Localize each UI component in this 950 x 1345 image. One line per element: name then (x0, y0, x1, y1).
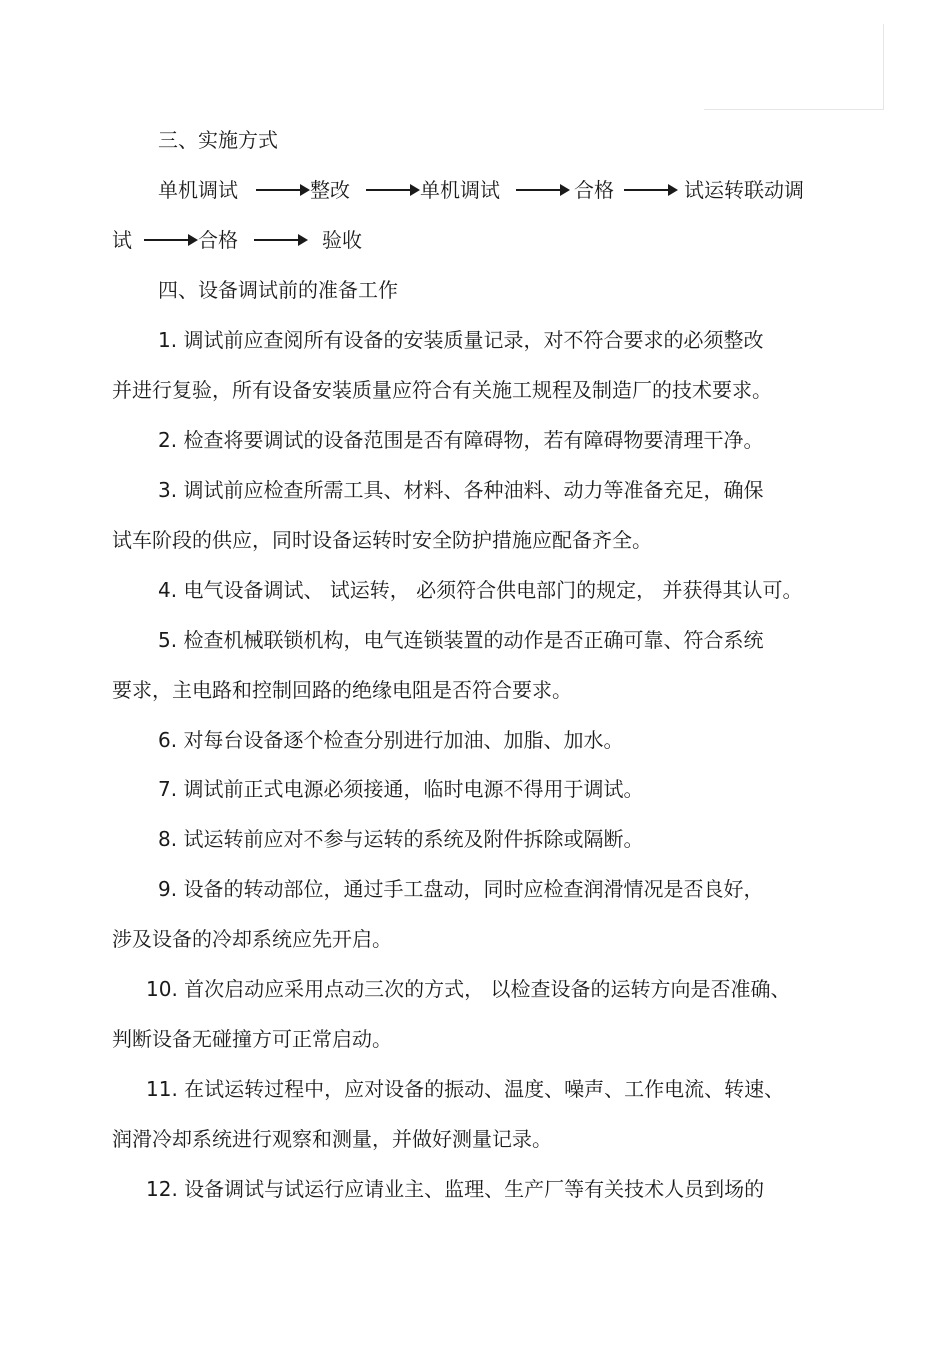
paragraph-line: 6. 对每台设备逐个检查分别进行加油、加脂、加水。 (158, 728, 624, 752)
paragraph-line: 并进行复验，所有设备安装质量应符合有关施工规程及制造厂的技术要求。 (112, 378, 772, 402)
paragraph-line: 9. 设备的转动部位，通过手工盘动，同时应检查润滑情况是否良好， (158, 877, 764, 901)
implementation-flow-row-1 (158, 175, 950, 205)
flow-step-unit-test: 单机调试 (158, 178, 238, 202)
flow-step-rectify: 整改 (310, 178, 350, 202)
arrow-right-icon (516, 189, 568, 191)
paragraph-line: 1. 调试前应查阅所有设备的安装质量记录，对不符合要求的必须整改 (158, 328, 764, 352)
page-corner-mark (704, 24, 884, 110)
implementation-flow-row-2 (112, 225, 950, 255)
paragraph-line: 7. 调试前正式电源必须接通，临时电源不得用于调试。 (158, 777, 644, 801)
paragraph-line: 5. 检查机械联锁机构，电气连锁装置的动作是否正确可靠、符合系统 (158, 628, 764, 652)
paragraph-line: 11. 在试运转过程中，应对设备的振动、温度、噪声、工作电流、转速、 (146, 1077, 785, 1101)
paragraph-line: 10. 首次启动应采用点动三次的方式， 以检查设备的运转方向是否准确、 (146, 977, 791, 1001)
flow-step-qualified: 合格 (574, 178, 614, 202)
paragraph-line: 试车阶段的供应，同时设备运转时安全防护措施应配备齐全。 (112, 528, 652, 552)
arrow-right-icon (254, 239, 306, 241)
paragraph-line: 涉及设备的冷却系统应先开启。 (112, 927, 392, 951)
paragraph-line: 12. 设备调试与试运行应请业主、监理、生产厂等有关技术人员到场的 (146, 1177, 765, 1201)
arrow-right-icon (144, 239, 196, 241)
paragraph-line: 8. 试运转前应对不参与运转的系统及附件拆除或隔断。 (158, 827, 644, 851)
flow-step-linkage-test-part1: 试运转联动调 (684, 178, 804, 202)
paragraph-line: 润滑冷却系统进行观察和测量，并做好测量记录。 (112, 1127, 552, 1151)
paragraph-line: 判断设备无碰撞方可正常启动。 (112, 1027, 392, 1051)
flow-step-qualified-2: 合格 (198, 228, 238, 252)
paragraph-line: 3. 调试前应检查所需工具、材料、各种油料、动力等准备充足，确保 (158, 478, 764, 502)
flow-step-unit-test-2: 单机调试 (420, 178, 500, 202)
flow-step-acceptance: 验收 (322, 228, 362, 252)
section-heading-implementation: 三、实施方式 (158, 128, 278, 152)
paragraph-line: 2. 检查将要调试的设备范围是否有障碍物，若有障碍物要清理干净。 (158, 428, 764, 452)
arrow-right-icon (366, 189, 418, 191)
flow-step-linkage-test-part2: 试 (112, 228, 132, 252)
section-heading-preparation: 四、设备调试前的准备工作 (158, 278, 398, 302)
arrow-right-icon (256, 189, 308, 191)
paragraph-line: 要求，主电路和控制回路的绝缘电阻是否符合要求。 (112, 678, 572, 702)
paragraph-line: 4. 电气设备调试、 试运转， 必须符合供电部门的规定， 并获得其认可。 (158, 578, 803, 602)
arrow-right-icon (624, 189, 676, 191)
